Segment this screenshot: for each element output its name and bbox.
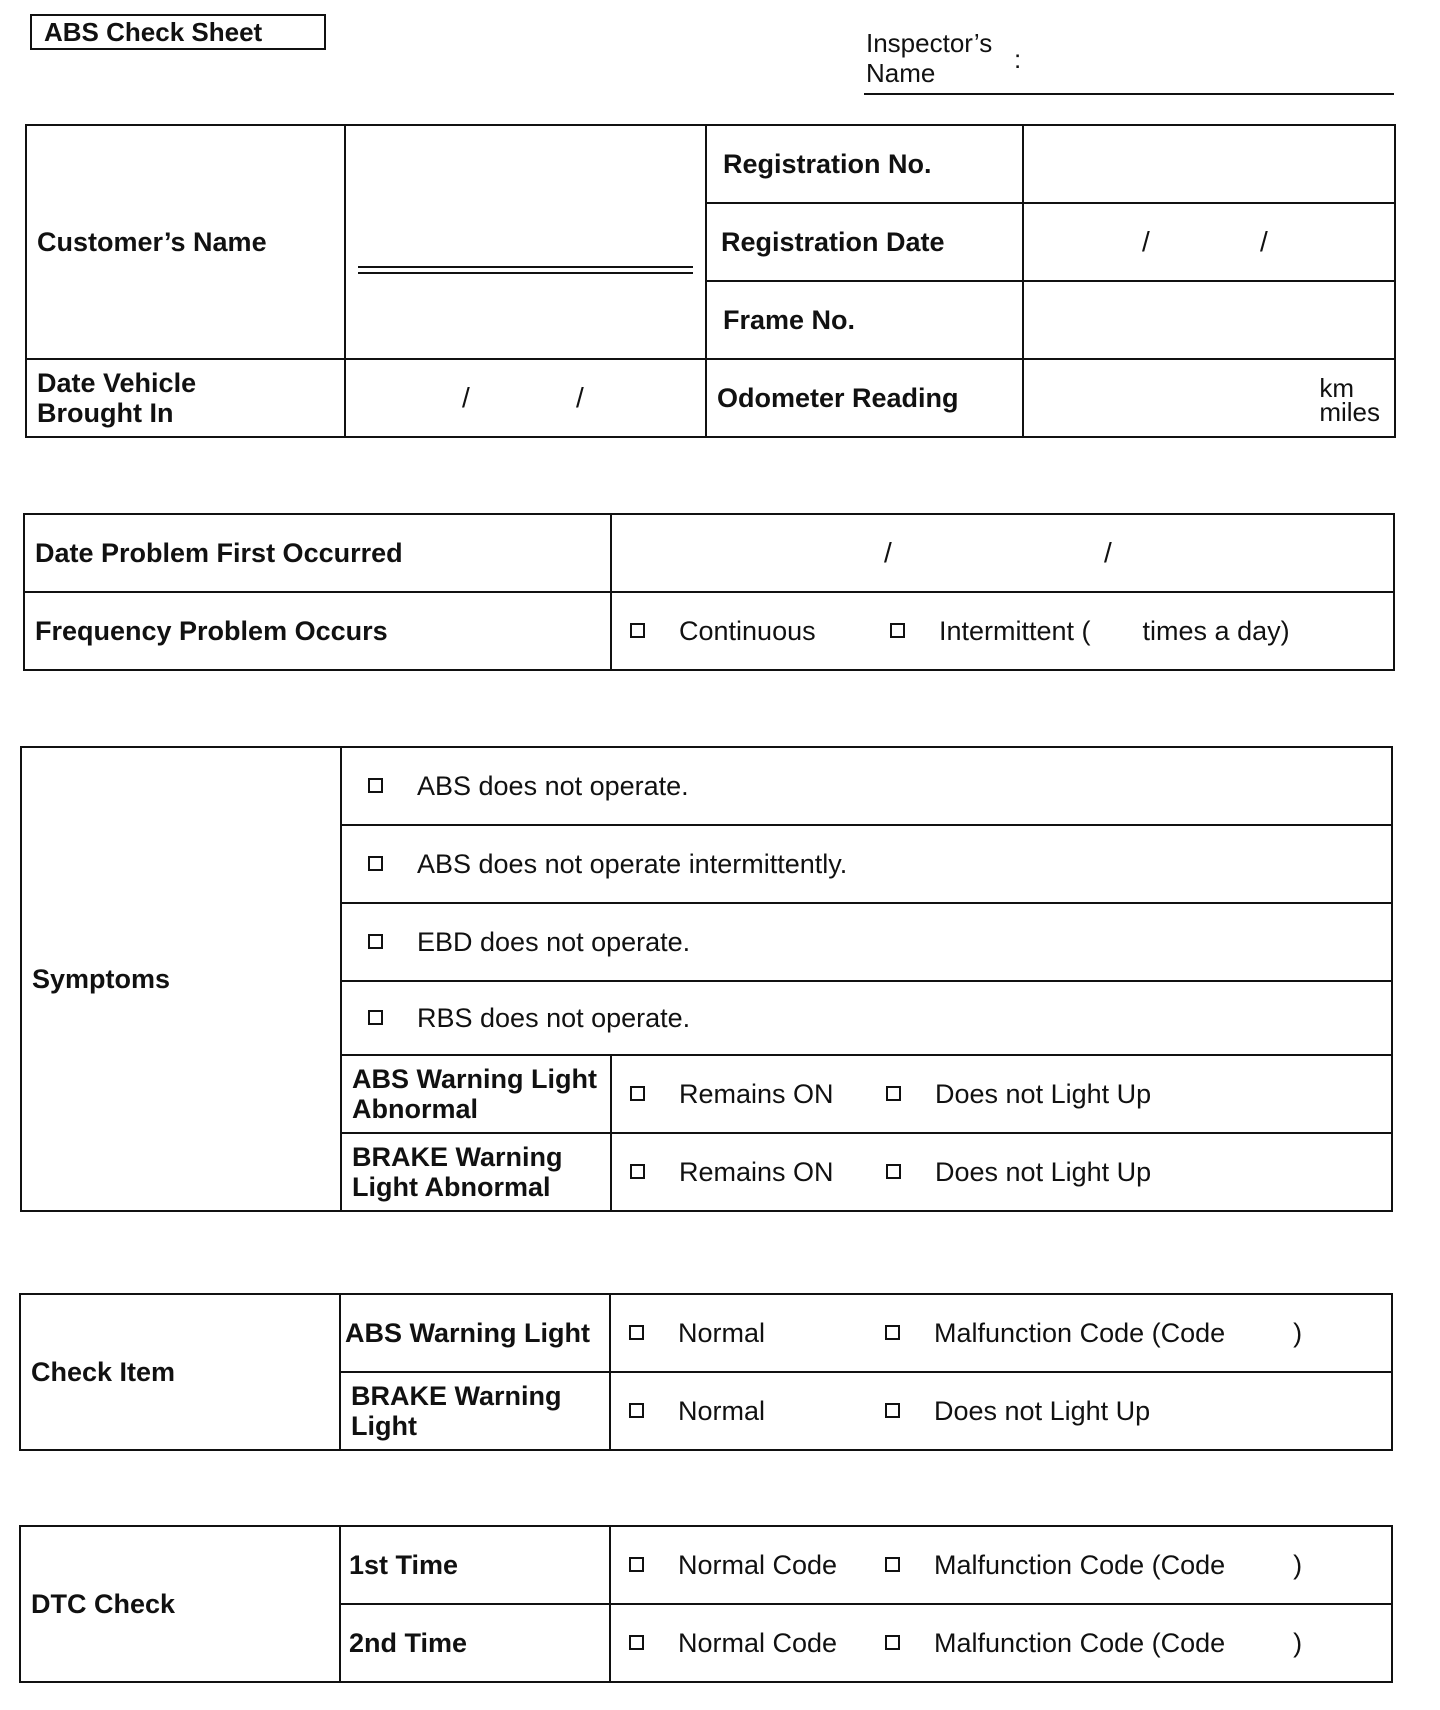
checkbox[interactable] [629, 1635, 644, 1650]
odometer-field[interactable] [1023, 359, 1395, 437]
odometer-units [1319, 373, 1380, 427]
abs-light-label-line2: Abnormal [352, 1094, 479, 1124]
option-remains-on-label: Remains ON [679, 1079, 834, 1109]
option-normal[interactable] [629, 1396, 885, 1426]
inspector-name-field[interactable] [864, 93, 1394, 95]
check-abs-light-label: ABS Warning Light [340, 1294, 610, 1372]
option-normal-code[interactable] [629, 1550, 885, 1580]
checkbox[interactable] [886, 1086, 901, 1101]
problem-table [23, 513, 1395, 671]
checkbox[interactable] [368, 778, 383, 793]
check-item-table [19, 1293, 1393, 1451]
checkbox[interactable] [368, 1010, 383, 1025]
option-remains-on-label: Remains ON [679, 1157, 834, 1187]
check-brake-light-label [340, 1372, 610, 1450]
frame-no-field[interactable] [1023, 281, 1395, 359]
close-paren: ) [1293, 1628, 1303, 1658]
date-slash: / [1260, 226, 1268, 257]
symptom-row[interactable] [341, 747, 1392, 825]
checkbox[interactable] [368, 856, 383, 871]
checkbox[interactable] [630, 623, 645, 638]
registration-no-field[interactable] [1023, 125, 1395, 203]
option-does-not-light-up-label: Does not Light Up [934, 1396, 1151, 1426]
checkbox[interactable] [890, 623, 905, 638]
symptoms-label: Symptoms [21, 747, 341, 1211]
symptom-text: EBD does not operate. [417, 927, 691, 957]
checkbox[interactable] [629, 1557, 644, 1572]
option-normal-label: Normal [678, 1396, 766, 1426]
date-brought-in-line1: Date Vehicle [37, 368, 197, 398]
dtc-first-time-label: 1st Time [340, 1526, 610, 1604]
date-brought-in-field[interactable] [345, 359, 706, 437]
check-brake-label-line2: Light [351, 1411, 417, 1441]
customer-name-underline [358, 266, 693, 274]
inspector-label-line2: Name [866, 58, 936, 88]
checkbox[interactable] [885, 1403, 900, 1418]
date-brought-in-label [26, 359, 345, 437]
registration-date-label: Registration Date [706, 203, 1023, 281]
symptom-text: ABS does not operate. [417, 771, 689, 801]
symptoms-table [20, 746, 1393, 1212]
date-slash: / [1104, 537, 1112, 568]
date-slash: / [462, 382, 470, 413]
date-slash: / [1142, 226, 1150, 257]
option-normal[interactable] [629, 1318, 885, 1348]
date-slash: / [884, 537, 892, 568]
symptom-row[interactable] [341, 825, 1392, 903]
symptom-row[interactable] [341, 981, 1392, 1055]
checkbox[interactable] [630, 1164, 645, 1179]
registration-date-field[interactable] [1023, 203, 1395, 281]
option-malfunction-code[interactable] [885, 1318, 1302, 1348]
checkbox[interactable] [630, 1086, 645, 1101]
option-normal-code[interactable] [629, 1628, 885, 1658]
first-occurred-field[interactable] [611, 514, 1394, 592]
close-paren: ) [1293, 1550, 1303, 1580]
brake-light-options [611, 1133, 1392, 1211]
check-brake-options [610, 1372, 1392, 1450]
option-malfunction-label: Malfunction Code (Code [934, 1550, 1226, 1580]
abs-warning-light-abnormal-label [341, 1055, 611, 1133]
option-malfunction-code[interactable] [885, 1628, 1302, 1658]
brake-light-label-line2: Light Abnormal [352, 1172, 551, 1202]
dtc-check-table [19, 1525, 1393, 1683]
close-paren: ) [1293, 1318, 1303, 1348]
checkbox[interactable] [885, 1635, 900, 1650]
inspector-label-line1: Inspector’s [866, 28, 993, 58]
option-malfunction-label: Malfunction Code (Code [934, 1318, 1226, 1348]
option-normal-label: Normal [678, 1318, 766, 1348]
checkbox[interactable] [885, 1325, 900, 1340]
option-normal-code-label: Normal Code [678, 1550, 838, 1580]
dtc-check-label: DTC Check [20, 1526, 340, 1682]
odometer-label: Odometer Reading [706, 359, 1023, 437]
check-item-label: Check Item [20, 1294, 340, 1450]
check-brake-label-line1: BRAKE Warning [351, 1381, 562, 1411]
option-does-not-light-up[interactable] [886, 1079, 1151, 1109]
registration-no-label: Registration No. [706, 125, 1023, 203]
abs-light-label-line1: ABS Warning Light [352, 1064, 597, 1094]
date-slash: / [576, 382, 584, 413]
symptom-text: ABS does not operate intermittently. [417, 849, 848, 879]
frame-no-label: Frame No. [706, 281, 1023, 359]
option-intermittent[interactable] [890, 616, 1290, 646]
checkbox[interactable] [885, 1557, 900, 1572]
dtc-second-options [610, 1604, 1392, 1682]
frequency-label: Frequency Problem Occurs [24, 592, 611, 670]
symptom-text: RBS does not operate. [417, 1003, 691, 1033]
option-does-not-light-up[interactable] [886, 1157, 1151, 1187]
times-a-day-label: times a day) [1142, 616, 1290, 646]
option-remains-on[interactable] [630, 1079, 886, 1109]
brake-warning-light-abnormal-label [341, 1133, 611, 1211]
checkbox[interactable] [368, 934, 383, 949]
option-does-not-light-up[interactable] [885, 1396, 1150, 1426]
checkbox[interactable] [886, 1164, 901, 1179]
date-brought-in-line2: Brought In [37, 398, 174, 428]
checkbox[interactable] [629, 1403, 644, 1418]
option-remains-on[interactable] [630, 1157, 886, 1187]
dtc-second-time-label: 2nd Time [340, 1604, 610, 1682]
brake-light-label-line1: BRAKE Warning [352, 1142, 563, 1172]
customer-name-label: Customer’s Name [26, 125, 345, 359]
first-occurred-label: Date Problem First Occurred [24, 514, 611, 592]
option-malfunction-code[interactable] [885, 1550, 1302, 1580]
inspector-colon: : [1014, 44, 1022, 74]
checkbox[interactable] [629, 1325, 644, 1340]
vehicle-info-table [25, 124, 1396, 438]
option-does-not-light-up-label: Does not Light Up [935, 1079, 1152, 1109]
option-normal-code-label: Normal Code [678, 1628, 838, 1658]
symptom-row[interactable] [341, 903, 1392, 981]
check-abs-options [610, 1294, 1392, 1372]
frequency-options [611, 592, 1394, 670]
customer-name-field[interactable] [345, 125, 706, 359]
sheet-title: ABS Check Sheet [30, 14, 326, 50]
option-malfunction-label: Malfunction Code (Code [934, 1628, 1226, 1658]
option-intermittent-label: Intermittent ( [939, 616, 1091, 646]
option-continuous-label: Continuous [679, 616, 816, 646]
inspector-name-label [866, 28, 992, 88]
abs-light-options [611, 1055, 1392, 1133]
unit-km: km [1319, 373, 1354, 403]
option-continuous[interactable] [630, 616, 890, 646]
option-does-not-light-up-label: Does not Light Up [935, 1157, 1152, 1187]
unit-miles: miles [1319, 397, 1380, 427]
dtc-first-options [610, 1526, 1392, 1604]
